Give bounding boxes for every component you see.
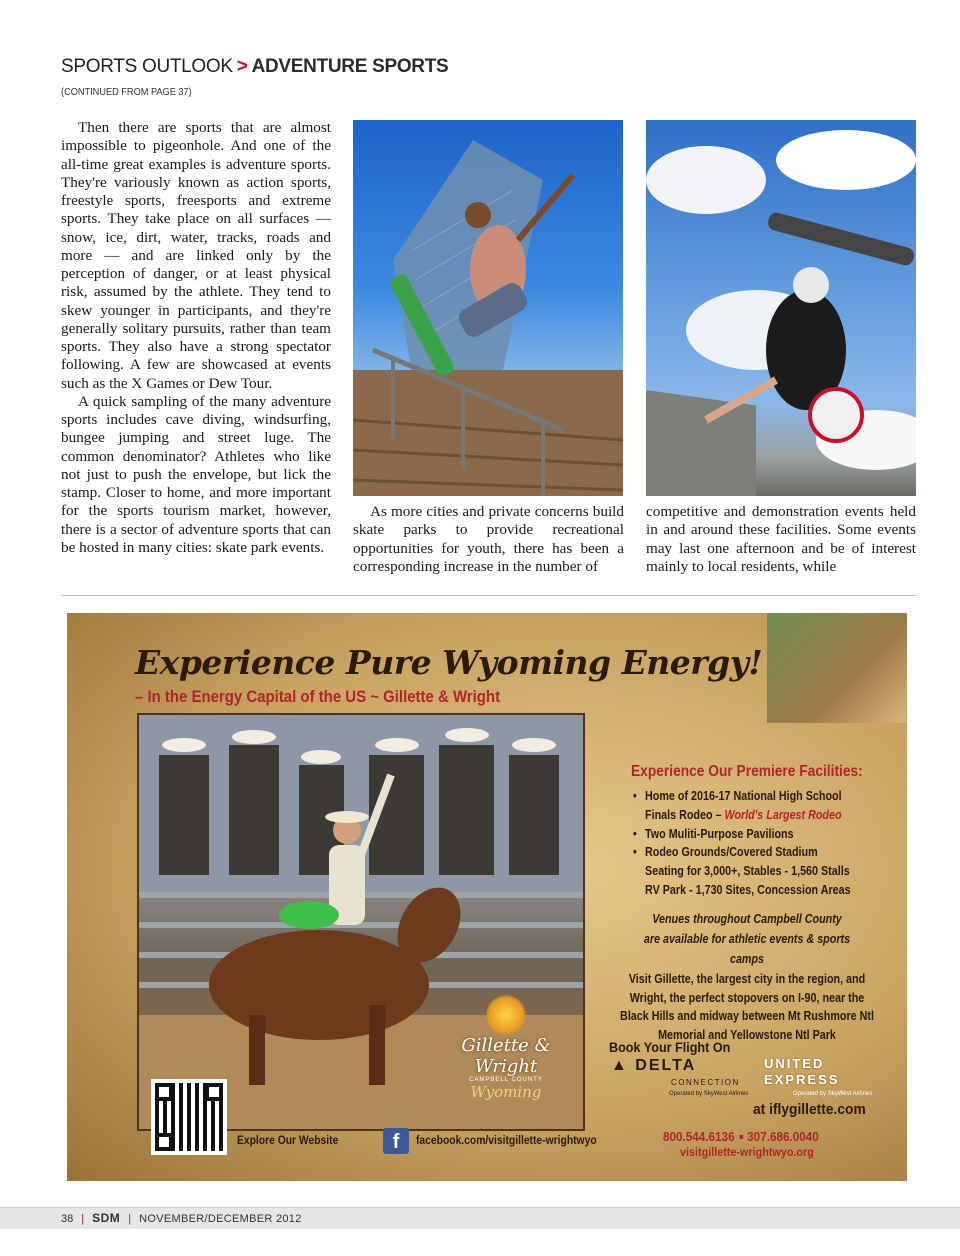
list-item: • Two Muliti-Purpose Pavilions	[633, 826, 794, 841]
venues-note: Venues throughout Campbell County are available for athletic events & sports camps	[643, 912, 851, 966]
logo-county: CAMPBELL COUNTY	[469, 1077, 543, 1083]
section-divider	[61, 595, 916, 596]
skateboarder-air-photo	[646, 120, 916, 496]
footer-divider: |	[128, 1213, 132, 1225]
article-paragraph: A quick sampling of the many adventure sports includes cave diving, windsurfing, bungee jumping and street luge. The common denominator? Athletes who like not just to push the envelope, but lick the stamp. Closer to home, and more important for the sports tourism market, however, there is a sector of adventure sports that can be hosted in many cities: skate park events.	[61, 392, 331, 556]
page-footer	[61, 1211, 302, 1225]
phone-numbers	[663, 1129, 819, 1144]
ad-headline: Experience Pure Wyoming Energy!	[135, 643, 763, 682]
qr-code[interactable]	[151, 1079, 227, 1155]
explore-website-label: Explore Our Website	[237, 1133, 339, 1147]
article-column-3	[646, 503, 916, 576]
section-header	[61, 56, 448, 78]
ad-tagline: – In the Energy Capital of the US ~ Gillette & Wright	[135, 687, 501, 706]
page-number: 38	[61, 1213, 74, 1225]
book-flight-label: Book Your Flight On	[609, 1039, 731, 1055]
facebook-icon[interactable]: f	[383, 1128, 409, 1154]
facilities-title: Experience Our Premiere Facilities:	[631, 763, 863, 780]
article-paragraph-continuation: competitive and demonstration events held in and around these facilities. Some events may last one afternoon and be of interest mainly to local residents, while	[646, 503, 916, 575]
delta-triangle-icon: ▲	[611, 1057, 629, 1074]
delta-connection-label: CONNECTION	[671, 1078, 740, 1087]
skateboarder-rail-illustration	[353, 120, 623, 496]
list-item: • Rodeo Grounds/Covered Stadium	[633, 845, 818, 860]
article-paragraph: As more cities and private concerns build skate parks to provide recreational opportunities for youth, there has been a corresponding increase in the number of	[353, 503, 624, 575]
skateboarder-air-illustration	[646, 120, 916, 496]
gillette-wright-logo	[429, 995, 583, 1101]
qr-finder	[155, 1083, 173, 1101]
corner-rodeo-photo	[767, 613, 907, 723]
article-column-1	[61, 119, 331, 557]
section-label: SPORTS OUTLOOK	[61, 56, 233, 77]
united-operated-label: Operated by SkyWest Airlines	[793, 1091, 873, 1097]
magazine-name: SDM	[92, 1211, 121, 1225]
qr-finder	[205, 1083, 223, 1101]
list-item: Seating for 3,000+, Stables - 1,560 Stalls	[645, 864, 850, 879]
footer-divider: |	[81, 1213, 85, 1225]
delta-logo: ▲ DELTA	[611, 1057, 697, 1074]
phone-number[interactable]: 800.544.6136	[663, 1129, 735, 1144]
sun-icon	[486, 995, 526, 1035]
delta-operated-label: Operated by SkyWest Airlines	[669, 1091, 749, 1097]
article-column-2	[353, 503, 624, 576]
facebook-link[interactable]: facebook.com/visitgillette-wrightwyo	[416, 1133, 597, 1147]
united-express-logo: UNITED EXPRESS	[764, 1056, 840, 1087]
wyoming-advertisement	[67, 613, 907, 1181]
facilities-list	[633, 787, 893, 900]
subsection-label: ADVENTURE SPORTS	[251, 56, 449, 77]
issue-date: NOVEMBER/DECEMBER 2012	[139, 1213, 302, 1225]
list-item: Finals Rodeo – World's Largest Rodeo	[645, 807, 842, 822]
logo-name: Gillette & Wright	[461, 1035, 551, 1077]
qr-finder	[155, 1133, 173, 1151]
phone-number[interactable]: 307.686.0040	[747, 1129, 819, 1144]
separator-dot	[739, 1135, 743, 1139]
visit-description: Visit Gillette, the largest city in the region, and Wright, the perfect stopovers on I-90, near the Black Hills and midway between Mt Rushmore Ntl Memorial and Yellowstone Ntl Park	[620, 972, 874, 1042]
list-item: • Home of 2016-17 National High School	[633, 789, 842, 803]
logo-state: Wyoming	[470, 1083, 542, 1101]
skateboarder-rail-photo	[353, 120, 623, 496]
continued-note: (CONTINUED FROM PAGE 37)	[61, 87, 192, 98]
visit-website-link[interactable]: visitgillette-wrightwyo.org	[680, 1145, 814, 1159]
list-item: RV Park - 1,730 Sites, Concession Areas	[645, 882, 851, 897]
article-paragraph: Then there are sports that are almost impossible to pigeonhole. And one of the all-time great examples is adventure sports. They're variously known as action sports, freestyle sports, freesports and extreme sports. They take place on all surfaces — snow, ice, dirt, water, tracks, roads and more — and are linked only by the perception of danger, or at least physical risk, assumed by the athlete. They tend to skew younger in participants, and they're generally solitary pursuits, rather than team sports. They also have a strong spectator following. A few are showcased at events such as the X Games or Dew Tour.	[61, 119, 331, 392]
fly-website-link[interactable]: at iflygillette.com	[753, 1101, 866, 1118]
section-arrow: >	[236, 56, 248, 77]
